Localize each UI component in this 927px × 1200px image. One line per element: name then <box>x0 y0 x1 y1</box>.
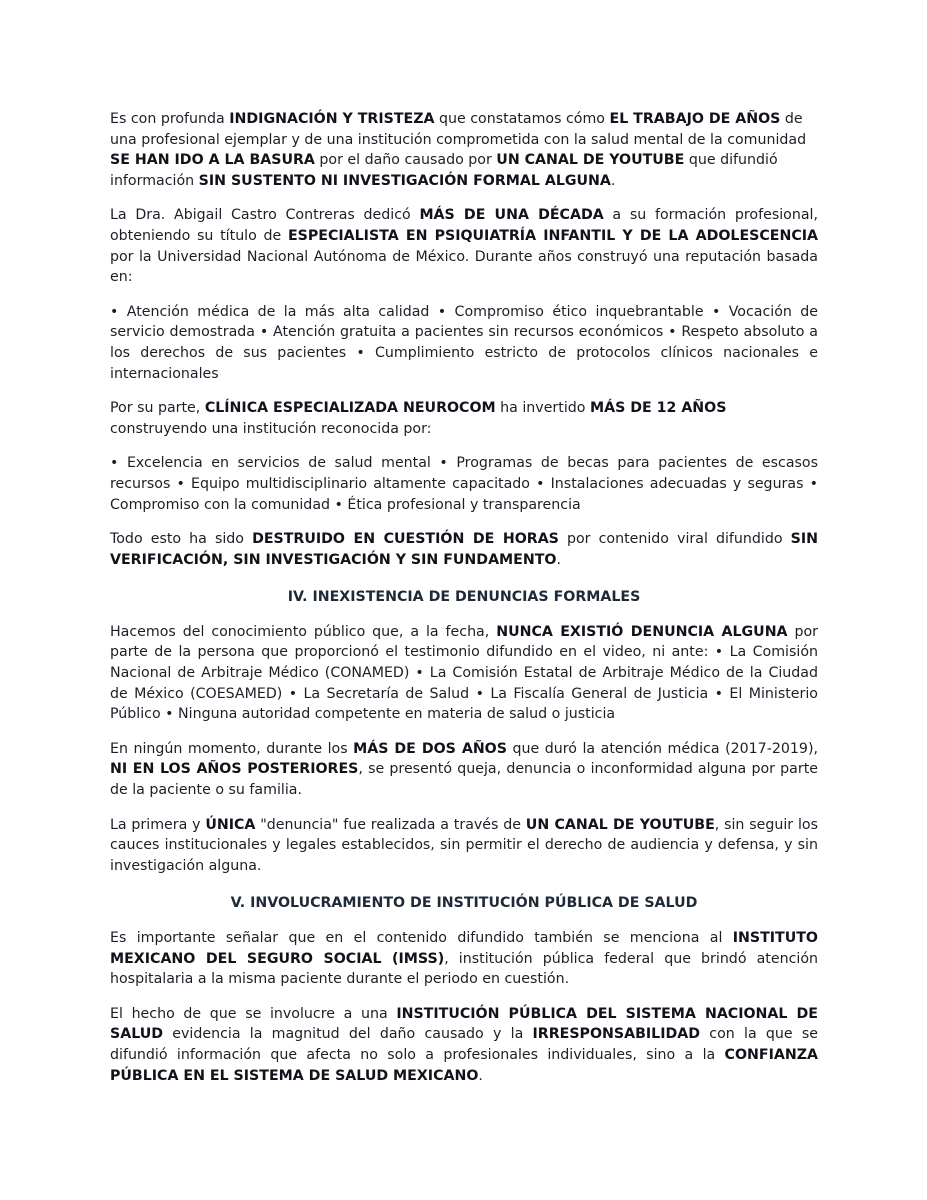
text-run: . <box>556 551 561 568</box>
bold-text: INSTITUCIÓN PÚBLICA DEL SISTEMA NACIONAL DE SALUD <box>110 1005 819 1043</box>
bold-text: SIN SUSTENTO NI INVESTIGACIÓN FORMAL ALGUNA <box>198 172 611 189</box>
paragraph-institution-list <box>110 453 818 515</box>
text-run: Todo esto ha sido <box>110 531 253 548</box>
text-run: construyendo una institución reconocida por: <box>110 420 432 437</box>
text-run: En ningún momento, durante los <box>110 740 354 757</box>
text-run: • Excelencia en servicios de salud mental • Programas de becas para pacientes de escasos recursos • Equipo multidisciplinario altamente capacitado • Instalaciones adecuadas y seguras • Compromiso con la comunidad • Ética profesional y transparencia <box>110 455 818 513</box>
text-run: por la Universidad Nacional Autónoma de México. Durante años construyó una reputación basada en: <box>110 248 818 286</box>
bold-text: SE HAN IDO A LA BASURA <box>110 152 315 169</box>
bold-text: CONFIANZA PÚBLICA EN EL SISTEMA DE SALUD MEXICANO <box>110 1046 818 1084</box>
paragraph-destroyed <box>110 529 818 570</box>
paragraph-no-complaints <box>110 622 818 725</box>
text-run: con la que se difundió información que afecta no solo a profesionales individuales, sino a la <box>110 1026 818 1063</box>
paragraph-two-years <box>110 739 818 801</box>
bold-text: CLÍNICA ESPECIALIZADA NEUROCOM <box>204 400 496 417</box>
bold-text: ÚNICA <box>205 816 256 833</box>
text-run: que duró la atención médica (2017-2019), <box>506 740 818 757</box>
text-run: , se presentó queja, denuncia o inconformidad alguna por parte de la paciente o su familia. <box>110 761 818 799</box>
text-run: a su formación profesional, obteniendo su título de <box>110 207 818 244</box>
text-run: . <box>610 172 616 189</box>
text-run: La primera y <box>110 816 206 833</box>
paragraph-youtube-complaint <box>110 815 818 877</box>
text-run: por contenido viral difundido <box>558 531 791 548</box>
bold-text: UN CANAL DE YOUTUBE <box>496 152 685 169</box>
text-run: . <box>478 1067 483 1084</box>
bold-text: SIN VERIFICACIÓN, SIN INVESTIGACIÓN Y SIN FUNDAMENTO <box>110 531 819 568</box>
bold-text: IRRESPONSABILIDAD <box>532 1026 701 1043</box>
paragraph-reputation-list <box>110 302 818 384</box>
text-run: Hacemos del conocimiento público que, a la fecha, <box>110 623 497 640</box>
bold-text: INDIGNACIÓN Y TRISTEZA <box>229 111 435 127</box>
text-run: La Dra. Abigail Castro Contreras dedicó <box>110 207 420 224</box>
paragraph-dra-castro <box>110 205 818 287</box>
text-run: que constatamos cómo <box>434 111 610 127</box>
text-run: Por su parte, <box>110 400 205 417</box>
text-run: "denuncia" fue realizada a través de <box>255 816 526 833</box>
text-run: , sin seguir los cauces institucionales y legales establecidos, sin permitir el derecho de audiencia y defensa, y sin investigación alguna. <box>110 816 818 874</box>
bold-text: DESTRUIDO EN CUESTIÓN DE HORAS <box>252 531 559 548</box>
text-run: Es con profunda <box>110 111 230 127</box>
text-run: por parte de la persona que proporcionó el testimonio difundido en el video, ni ante: • La Comisión Nacional de Arbitraje Médico (CONAMED) • La Comisión Estatal de Arbitraje Médico de la Ciudad de México (COESAMED) • La Secretaría de Salud • La Fiscalía General de Justicia • El Ministerio Público • Ninguna autoridad competente en materia de salud o justicia <box>110 623 818 723</box>
paragraph-neurocom <box>110 398 818 439</box>
bold-text: NUNCA EXISTIÓ DENUNCIA ALGUNA <box>496 623 788 640</box>
text-run: de una profesional ejemplar y de una institución comprometida con la salud mental de la comunidad <box>110 111 807 148</box>
paragraph-imss <box>110 928 818 990</box>
paragraph-indignation <box>110 109 818 191</box>
text-run: Es importante señalar que en el contenido difundido también se menciona al <box>110 930 733 946</box>
bold-text: INSTITUTO MEXICANO DEL SEGURO SOCIAL (IMSS) <box>110 930 818 967</box>
document-page <box>110 109 818 1100</box>
bold-text: MÁS DE 12 AÑOS <box>589 400 727 417</box>
bold-text: MÁS DE UNA DÉCADA <box>419 207 604 224</box>
bold-text: MÁS DE DOS AÑOS <box>353 740 507 757</box>
bold-text: EL TRABAJO DE AÑOS <box>609 111 781 127</box>
section-heading-iv: IV. INEXISTENCIA DE DENUNCIAS FORMALES <box>287 589 641 606</box>
paragraph-public-trust <box>110 1004 818 1086</box>
text-run: que difundió información <box>110 152 778 189</box>
bold-text: ESPECIALISTA EN PSIQUIATRÍA INFANTIL Y DE LA ADOLESCENCIA <box>287 227 819 244</box>
section-heading-v: V. INVOLUCRAMIENTO DE INSTITUCIÓN PÚBLICA DE SALUD <box>230 895 698 912</box>
text-run: por el daño causado por <box>314 152 497 169</box>
text-run: ha invertido <box>495 400 590 417</box>
text-run: • Atención médica de la más alta calidad • Compromiso ético inquebrantable • Vocación de servicio demostrada • Atención gratuita a pacientes sin recursos económicos • Respeto absoluto a los derechos de sus pacientes • Cumplimiento estricto de protocolos clínicos nacionales e internacionales <box>110 303 818 382</box>
text-run: , institución pública federal que brindó atención hospitalaria a la misma paciente durante el periodo en cuestión. <box>110 950 818 988</box>
bold-text: NI EN LOS AÑOS POSTERIORES <box>110 761 359 778</box>
text-run: evidencia la magnitud del daño causado y la <box>163 1026 533 1043</box>
bold-text: UN CANAL DE YOUTUBE <box>525 816 715 833</box>
text-run: El hecho de que se involucre a una <box>110 1005 397 1022</box>
